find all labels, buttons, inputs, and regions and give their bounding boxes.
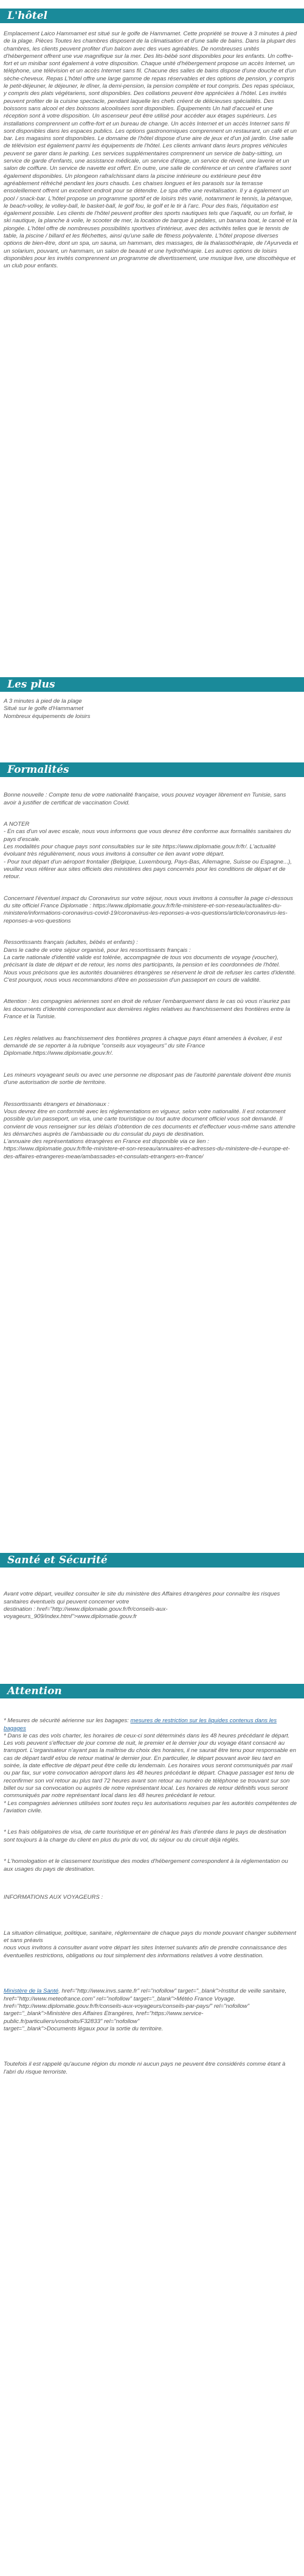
attention-paragraph: * Les frais obligatoires de visa, de carte touristique et en général les frais d'entrée dans le pays de destination sont toujours à la charge du client en plus du prix du vol, du séjour ou du circuit déjà réglés. (4, 1829, 286, 1843)
sante-paragraph: Avant votre départ, veuillez consulter le site du ministère des Affaires étrangères pour connaître les risques sanitaires éventuels qui peuvent concerner votre destination : href="http://www.diplomatie.gouv.fr/fr/conseils-aux-voyageurs_909/index.html">www.diplomatie.gouv.fr (4, 1591, 280, 1621)
plus-list (4, 698, 298, 720)
section-header-sante: Santé et Sécurité (0, 1553, 304, 1568)
attention-prefix: * Mesures de sécurité aérienne sur les bagages: (4, 1717, 131, 1725)
formalites-paragraph: Ressortissants français (adultes, bébés et enfants) : Dans le cadre de votre séjour organisé, pour les ressortissants français : La carte nationale d'identité valide est tolérée, accompagnée de tous vos documents de voyage (voucher), précisant la date de départ et de retour, les noms des participants, la pension et les coordonnées de l'hôtel. Nous vous précisons que les autorités douanières étrangères se réservent le droit de refuser les cartes d'identité. C'est pourquoi, nous vous recommandons d'être en possession d'un passeport en cours de validité. (4, 939, 296, 984)
section-header-plus: Les plus (0, 677, 304, 692)
liquids-restriction-link[interactable]: mesures de restriction sur les liquides contenus dans les bagages (4, 1717, 277, 1732)
formalites-paragraph: Bonne nouvelle : Compte tenu de votre nationalité française, vous pouvez voyager librement en Tunisie, sans avoir à justifier de certificat de vaccination Covid. (4, 792, 286, 806)
attention-content (4, 1710, 298, 2090)
hotel-description (4, 30, 298, 270)
attention-paragraph: La situation climatique, politique, sanitaire, réglementaire de chaque pays du monde pouvant changer subitement et sans préavis nous vous invitons à consulter avant votre départ les sites Internet suivants afin de prendre connaissance des éventuelles restrictions, obligations ou tout simplement des informations relatives à votre destination. (4, 1929, 297, 1959)
attention-links-text: . href="http://www.invs.sante.fr" rel="nofollow" target="_blank">Institut de veille sanitaire, href="http://www.meteofrance.com" rel="nofollow" target="_blank">Météo France Voyage. href="http://www.diplomatie.gouv.fr/fr/conseils-aux-voyageurs/conseils-par-pays/" rel="nofollow" target="_blank">Ministère des Affaires Etrangères, href="https://www.service-public.fr/particuliers/vosdroits/F32833" rel="nofollow" target="_blank">Documents légaux pour la sortie du territoire. (4, 1988, 287, 2032)
ministere-sante-link[interactable]: Ministère de la Santé (4, 1988, 59, 1995)
formalites-paragraph: Les mineurs voyageant seuls ou avec une personne ne disposant pas de l'autorité parentale doivent être munis d'une autorisation de sortie de territoire. (4, 1071, 291, 1086)
formalites-paragraph: Concernant l'éventuel impact du Coronavirus sur votre séjour, nous vous invitons à consulter la page ci-dessous du site officiel France Diplomatie : https://www.diplomatie.gouv.fr/fr/le-ministere-et-son-reseau/actualites-du-ministere/informations-coronavirus-covid-19/coronavirus-les-reponses-a-vos-questions/article/coronavirus-les-reponses-a-vos-questions (4, 895, 293, 924)
hotel-description-text: Emplacement Laico Hammamet est situé sur le golfe de Hammamet. Cette propriété se trouve à 3 minutes à pied de la plage. Pièces Toutes les chambres disposent de la climatisation et d'une salle de bains. Dans la plupart des chambres, les clients peuvent profiter d'un balcon avec des vues agréables. De nombreuses unités d'hébergement offrent une vue magnifique sur la mer. Des lits-bébé sont disponibles pour les enfants. Un coffre-fort et un minibar sont également à votre disposition. Chaque unité d'hébergement propose un accès Internet, un téléphone, une télévision et un accès Internet sans fil. Chacune des salles de bains dispose d'une douche et d'un sèche-cheveux. Repas L'hôtel offre une large gamme de repas réservables et des options de pension, y compris le petit-déjeuner, le déjeuner, le dîner, la demi-pension, la pension complète et tout compris. Des repas spéciaux, y compris des plats végétariens, sont disponibles. Des collations peuvent être appréciées à l'hôtel. Les invités peuvent profiter de la cuisine spectacle, pendant laquelle les chefs créent de délicieuses spécialités. Des boissons sans alcool et des boissons alcoolisées sont disponibles. Équipements Un hall d'accueil et une réception sont à votre disposition. Un ascenseur peut être utilisé pour accéder aux étages supérieurs. Les installations comprennent un coffre-fort et un bureau de change. Un accès Internet et un accès Internet sans fil sont disponibles dans les espaces publics. Les options gastronomiques comprennent un restaurant, un café et un bar. Les magasins sont disponibles. Le domaine de l'hôtel dispose d'une aire de jeux et d'un joli jardin. Une salle de télévision est également parmi les équipements de l'hôtel. Les clients arrivant dans leurs propres véhicules peuvent se garer dans le parking. Les services supplémentaires comprennent un service de baby-sitting, un service de garde d'enfants, une assistance médicale, un service d'étage, un service de réveil, une laverie et un salon de coiffure. Un service de navette est offert. En outre, une salle de conférence et un centre d'affaires sont également disponibles. Un plongeon rafraîchissant dans la piscine intérieure ou extérieure peut être agréablement réfréché pendant les jours chauds. Les chaises longues et les parasols sur la terrasse ensoleillement offrent un excellent endroit pour se détendre. Le spa offre une revitalisation. Il y a également un pool / snack-bar. L'hôtel propose un programme sportif et de loisirs très varié, notamment le tennis, la pétanque, le beach-volley, le volley-ball, le basket-ball, le golf fou, le golf et le tir à l'arc. Pour des frais, l'équitation est également possible. Les clients de l'hôtel peuvent profiter des sports nautiques tels que l'aquafit, ou un forfait, le ski nautique, la planche à voile, le scooter de mer, la location de barque à pédales, un banana boat, le canoë et la plongée. L'hôtel offre de nombreuses possibilités sportives d'intérieur, avec des activités telles que le tennis de table, la piscine / billard et les fléchettes, ainsi qu'une salle de fitness polyvalente. L'hôtel propose diverses options de bien-être, dont un spa, un sauna, un hammam, des massages, de la thalassothérapie, de l'Ayurveda et un solarium, pouvant, un hammam, un salon de beauté et une hydrothérapie. Les autres options de loisirs disponibles pour les invités comprennent un programme de divertissement, une musique live, une discothèque et un club pour enfants. (4, 30, 298, 270)
attention-paragraph (4, 1988, 298, 2033)
formalites-paragraph: Les règles relatives au franchissement des frontières propres à chaque pays étant amenées à évoluer, il est demandé de se reporter à la rubrique "conseils aux voyageurs" du site France Diplomatie.https://www.diplomatie.gouv.fr/. (4, 1035, 282, 1057)
info-voyageurs-heading: INFORMATIONS AUX VOYAGEURS : (4, 1894, 103, 1901)
plus-item: Nombreux équipements de loisirs (4, 713, 91, 720)
section-header-hotel: L'hôtel (0, 9, 304, 23)
section-header-formalites: Formalités (0, 762, 304, 777)
plus-item: A 3 minutes à pied de la plage (4, 698, 82, 705)
section-header-attention: Attention (0, 1684, 304, 1698)
formalites-paragraph: A NOTER - En cas d'un vol avec escale, nous vous informons que vous devrez être conforme aux formalités sanitaires du pays d'escale. Les modalités pour chaque pays sont consultables sur le site https://www.diplomatie.gouv.fr/fr/. L'actualité évoluant très régulièrement, nous vous invitons à consulter ce lien avant votre départ. - Pour tout départ d'un aéroport frontalier (Belgique, Luxembourg, Pays-Bas, Allemagne, Suisse ou Espagne...), veuillez vous référer aux sites officiels des ministères des pays concernés pour les conditions de départ et de retour. (4, 821, 292, 881)
sante-content (4, 1583, 298, 1635)
attention-paragraph: * L'homologation et le classement touristique des modes d'hébergement correspondent à la réglementation ou aux usages du pays de destination. (4, 1858, 288, 1873)
formalites-content (4, 784, 298, 1175)
plus-item: Situé sur le golfe d'Hammamet (4, 705, 83, 713)
attention-paragraph (4, 1717, 298, 1815)
attention-body: * Dans le cas des vols charter, les horaires de ceux-ci sont déterminés dans les 48 heures précédant le départ. Les vols peuvent s'effectuer de jour comme de nuit, le premier et le dernier jour du voyage étant consacré au transport. L'organisateur n'ayant pas la maîtrise du choix des horaires, il ne saurait être tenu pour responsable en cas de départ tardif et/ou de retour matinal le dernier jour. En particulier, le départ pouvant avoir lieu tard en soirée, la date effective de départ peut être celle du lendemain. Les horaires vous seront communiqués par mail ou par fax, sur votre convocation aéroport dans les 48 heures précédant le départ. Chaque passager est tenu de reconfirmer son vol retour au plus tard 72 heures avant son retour au numéro de téléphone se trouvant sur son billet ou sur sa convocation ou auprès de notre représentant local. Les horaires de retour définitifs vous seront communiqués par notre représentant local dans les 48 heures précédant le retour. * Les compagnies aériennes utilisées sont toutes reçu les autorisations requises par les autorités compétentes de l'aviation civile. (4, 1732, 297, 1814)
attention-paragraph: Toutefois il est rappelé qu'aucune région du monde ni aucun pays ne peuvent être considérés comme étant à l'abri du risque terroriste. (4, 2061, 286, 2075)
formalites-paragraph: Attention : les compagnies aériennes sont en droit de refuser l'embarquement dans le cas où vous n'auriez pas les documents d'identité correspondant aux dernières règles relatives au franchissement des frontières entre la France et la Tunisie. (4, 998, 291, 1021)
formalites-paragraph: Ressortissants étrangers et binationaux : Vous devrez être en conformité avec les réglementations en vigueur, selon votre nationalité. Il est notamment possible qu'un passeport, un visa, une carte touristique ou tout autre document officiel vous soit demandé. Il convient de vous renseigner sur les délais d'obtention de ces documents et d'effectuer vous-même sans attendre les démarches auprès de l'ambassade ou du consulat du pays de destination. L'annuaire des représentations étrangères en France est disponible via ce lien : https://www.diplomatie.gouv.fr/fr/le-ministere-et-son-reseau/annuaires-et-adresses-du-ministere-de-l-europe-et-des-affaires-etrangeres-meae/ambassades-et-consulats-etrangers-en-france/ (4, 1100, 295, 1160)
